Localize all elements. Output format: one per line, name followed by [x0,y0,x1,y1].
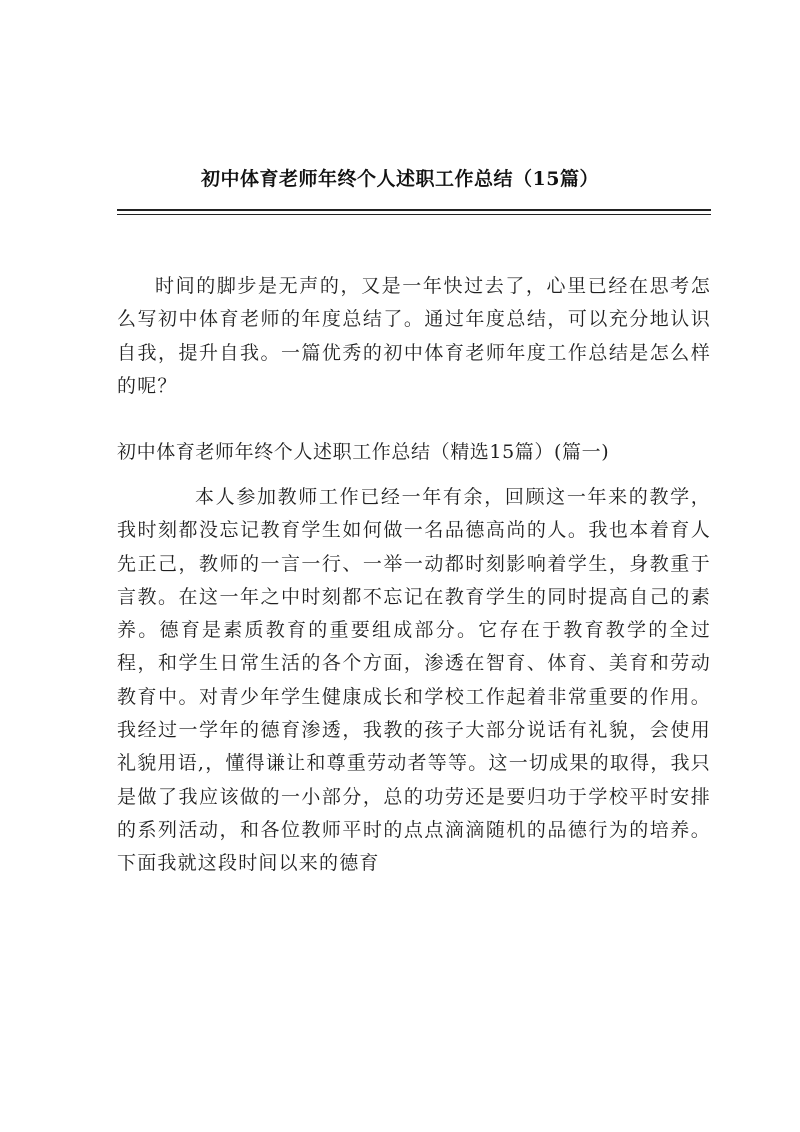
title-divider-thin [117,214,711,215]
body-paragraph: 本人参加教师工作已经一年有余，回顾这一年来的教学，我时刻都没忘记教育学生如何做一名品德高尚的人。我也本着育人先正己，教师的一言一行、一举一动都时刻影响着学生，身教重于言教。在这一年之中时刻都不忘记在教育学生的同时提高自己的素养。德育是素质教育的重要组成部分。它存在于教育教学的全过程，和学生日常生活的各个方面，渗透在智育、体育、美育和劳动教育中。对青少年学生健康成长和学校工作起着非常重要的作用。我经过一学年的德育渗透，我教的孩子大部分说话有礼貌，会使用礼貌用语,，懂得谦让和尊重劳动者等等。这一切成果的取得，我只是做了我应该做的一小部分，总的功劳还是要归功于学校平时安排的系列活动，和各位教师平时的点点滴滴随机的品德行为的培养。下面我就这段时间以来的德育 [117,486,711,875]
intro-paragraph: 时间的脚步是无声的，又是一年快过去了，心里已经在思考怎么写初中体育老师的年度总结了。通过年度总结，可以充分地认识自我，提升自我。一篇优秀的初中体育老师年度工作总结是怎么样的呢？ [117,275,711,397]
title-divider-thick [117,209,711,211]
section-heading: 初中体育老师年终个人述职工作总结（精选15篇）(篇一) [117,441,610,463]
document-title: 初中体育老师年终个人述职工作总结（15篇） [201,168,599,190]
